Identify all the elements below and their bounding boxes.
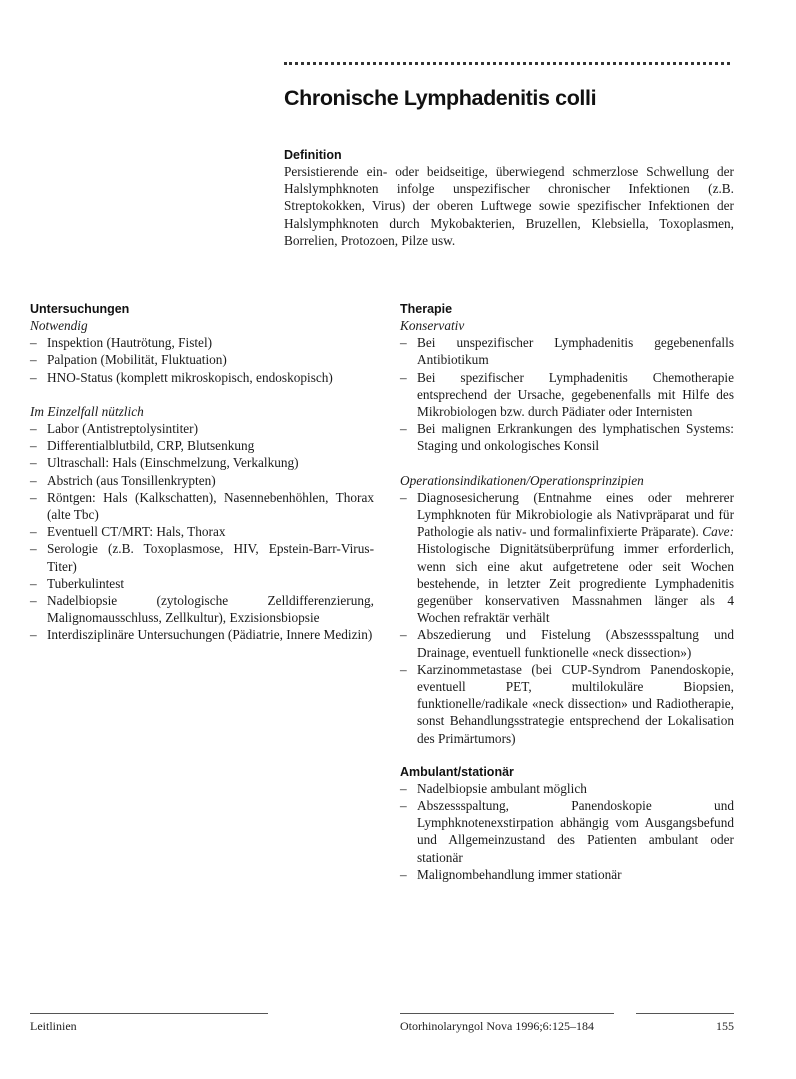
footer-journal-citation: Otorhinolaryngol Nova 1996;6:125–184 [400,1019,594,1033]
list-item: – Röntgen: Hals (Kalkschatten), Nasennebenhöhlen, Thorax (alte Tbc) [30,489,374,523]
untersuchungen-section [30,301,374,644]
cave-label: Cave: [702,524,734,540]
top-dotted-rule [284,62,730,65]
operation-list [400,489,734,747]
list-item: – Inspektion (Hautrötung, Fistel) [30,334,374,351]
list-item: – Karzinommetastase (bei CUP-Syndrom Panendoskopie, eventuell PET, multilokuläre Biopsien, funktionelle/radikale «neck dissection» und Radiotherapie, sonst Behandlungsstrategie entsprechend der Lokalisation des Primärtumors) [400,661,734,747]
notwendig-list [30,334,374,386]
einzelfall-list [30,420,374,644]
footer-rule-left [30,1013,268,1014]
list-item: – Abstrich (aus Tonsillenkrypten) [30,472,374,489]
list-item: – Palpation (Mobilität, Fluktuation) [30,351,374,368]
footer-page-number: 155 [716,1019,734,1033]
ambulant-heading: Ambulant/stationär [400,764,514,779]
footer-rule-center [400,1013,614,1014]
list-item: – Malignombehandlung immer stationär [400,866,734,883]
page-title: Chronische Lymphadenitis colli [284,86,597,110]
list-item: – Labor (Antistreptolysintiter) [30,420,374,437]
list-item: – Bei unspezifischer Lymphadenitis gegebenenfalls Antibiotikum [400,334,734,368]
footer-section-label: Leitlinien [30,1019,77,1033]
konservativ-subheading: Konservativ [400,318,465,333]
op-item1-text-a: Diagnosesicherung (Entnahme eines oder mehrerer Lymphknoten für Mikrobiologie als Nativpräparat und für Pathologie als nativ- und formalinfixierte Präparate). [417,489,734,540]
operation-subheading: Operationsindikationen/Operationsprinzipien [400,472,644,488]
list-item: – HNO-Status (komplett mikroskopisch, endoskopisch) [30,369,374,386]
list-item: – Tuberkulintest [30,575,374,592]
list-item: – Abszedierung und Fistelung (Abszessspaltung und Drainage, eventuell funktionelle «neck dissection») [400,626,734,660]
therapie-heading: Therapie [400,302,453,316]
definition-section [284,147,734,249]
list-item: – Differentialblutbild, CRP, Blutsenkung [30,437,374,454]
notwendig-subheading: Notwendig [30,318,88,333]
einzelfall-subheading: Im Einzelfall nützlich [30,403,144,419]
konservativ-list [400,334,734,454]
list-item: – Ultraschall: Hals (Einschmelzung, Verkalkung) [30,454,374,471]
list-item: – Nadelbiopsie (zytologische Zelldifferenzierung, Malignomausschluss, Zellkultur), Exzisionsbiopsie [30,592,374,626]
list-item: – Abszessspaltung, Panendoskopie und Lymphknotenexstirpation abhängig vom Ausgangsbefund und Allgemeinzustand des Patienten ambulant oder stationär [400,797,734,866]
list-item: – Serologie (z.B. Toxoplasmose, HIV, Epstein-Barr-Virus-Titer) [30,540,374,574]
op-item1-text-b: Histologische Dignitätsüberprüfung immer erforderlich, wenn sich eine akut aufgetretene oder seit Wochen bestehende, in letzter Zeit progrediente Lymphadenitis gegenüber konservativen Massnahmen länger als 4 Wochen refraktär verhält [417,541,734,626]
therapie-section [400,301,734,883]
definition-heading: Definition [284,148,342,162]
list-item: – Bei malignen Erkrankungen des lymphatischen Systems: Staging und onkologisches Konsil [400,420,734,454]
list-item: – Interdisziplinäre Untersuchungen (Pädiatrie, Innere Medizin) [30,626,374,643]
untersuchungen-heading: Untersuchungen [30,302,130,316]
footer-rule-right [636,1013,734,1014]
ambulant-list [400,780,734,883]
definition-text: Persistierende ein- oder beidseitige, überwiegend schmerzlose Schwellung der Halslymphknoten infolge unspezifischer chronischer Infektionen (z.B. Streptokokken, Virus) der oberen Luftwege sowie spezifischer Infektionen der Halslymphknoten durch Mykobakterien, Bruzellen, Klebsiella, Toxoplasmen, Borrelien, Protozoen, Pilze usw. [284,164,734,248]
list-item [400,489,734,627]
list-item: – Bei spezifischer Lymphadenitis Chemotherapie entsprechend der Ursache, gegebenenfalls mit Hilfe des Mikrobiologen bzw. durch Pädiater oder Internisten [400,369,734,421]
list-item: – Eventuell CT/MRT: Hals, Thorax [30,523,374,540]
list-item: – Nadelbiopsie ambulant möglich [400,780,734,797]
